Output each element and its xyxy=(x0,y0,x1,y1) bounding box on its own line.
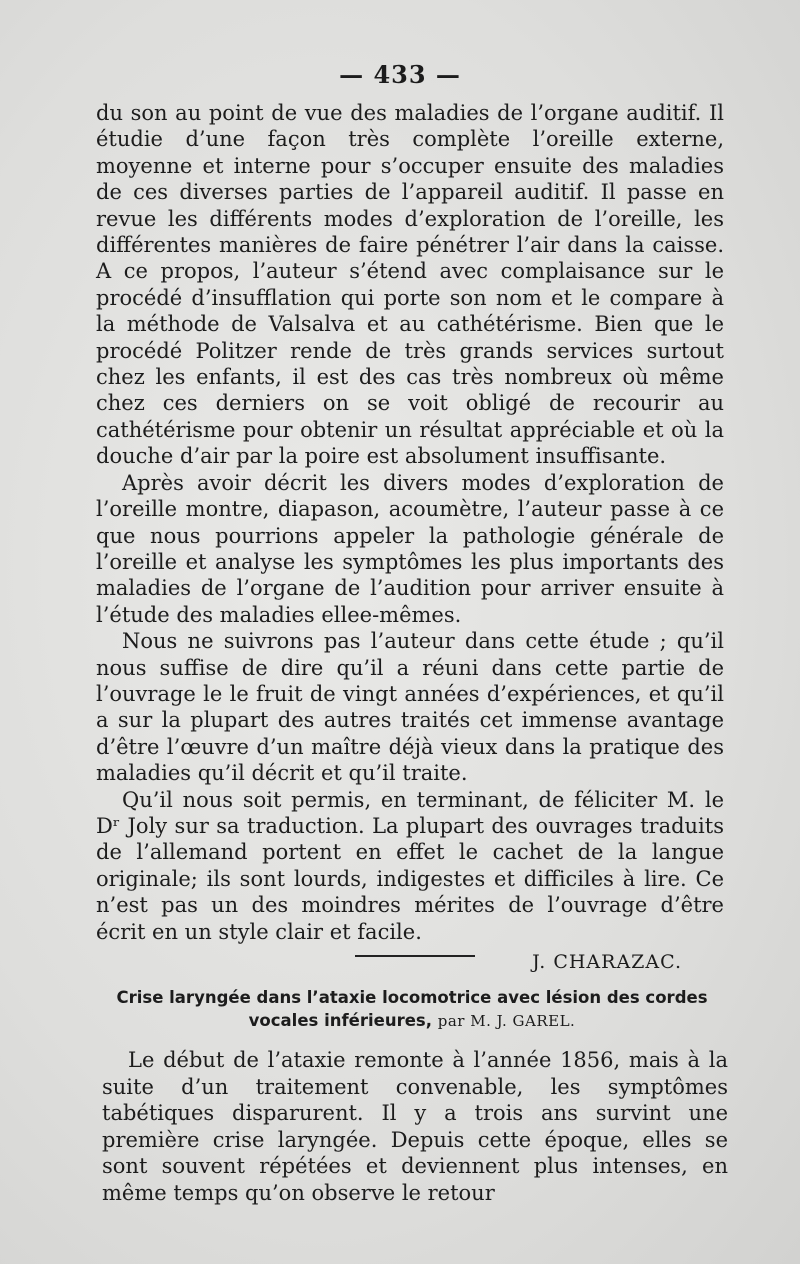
page-number: — 433 — xyxy=(339,60,461,89)
paragraph-3: Nous ne suivrons pas l’auteur dans cette étude ; qu’il nous suffise de dire qu’il a réuni dans cette partie de l’ouvrage le le fruit de vingt années d’expériences, et qu’il a sur la plupart des autres traités cet immense avantage d’être l’œuvre d’un maître déjà vieux dans la pratique des maladies qu’il décrit et qu’il traite. xyxy=(96,629,724,786)
article-paragraph: Le début de l’ataxie remonte à l’année 1856, mais à la suite d’un traitement convenable, les symptômes tabétiques disparurent. Il y a trois ans survint une première crise laryngée. Depuis cette époque, elles se sont souvent répétées et deviennent plus intenses, en même temps qu’on observe le retour xyxy=(102,1048,728,1205)
article-body xyxy=(102,1047,728,1207)
article-author: par M. J. GAREL. xyxy=(437,1012,576,1030)
paragraph-1: du son au point de vue des maladies de l’organe auditif. Il étudie d’une façon très complète l’oreille externe, moyenne et interne pour s’occuper ensuite des maladies de ces diverses parties de l’appareil auditif. Il passe en revue les différents modes d’exploration de l’oreille, les différentes manières de faire pénétrer l’air dans la caisse. A ce propos, l’auteur s’étend avec complaisance sur le procédé d’insufflation qui porte son nom et le compare à la méthode de Valsalva et au cathétérisme. Bien que le procédé Politzer rende de très grands services surtout chez les enfants, il est des cas très nombreux où même chez ces derniers on se voit obligé de recourir au cathétérisme pour obtenir un résultat appréciable et où la douche d’air par la poire est absolument insuffisante. xyxy=(96,101,724,469)
article-title: Crise laryngée dans l’ataxie locomotrice avec lésion des cordes vocales inférieures, xyxy=(116,988,708,1030)
article-heading xyxy=(96,986,728,1033)
section-divider xyxy=(355,955,475,957)
paragraph-2: Après avoir décrit les divers modes d’exploration de l’oreille montre, diapason, acoumètre, l’auteur passe à ce que nous pourrions appeler la pathologie générale de l’oreille et analyse les symptômes les plus importants des maladies de l’organe de l’audition pour arriver ensuite à l’étude des maladies ellee-mêmes. xyxy=(96,470,724,627)
signature: J. CHARAZAC. xyxy=(532,951,682,973)
review-body xyxy=(96,100,724,975)
paragraph-4: Qu’il nous soit permis, en terminant, de féliciter M. le Dʳ Joly sur sa traduction. La plupart des ouvrages traduits de l’allemand portent en effet le cachet de la langue originale; ils sont lourds, indigestes et difficiles à lire. Ce n’est pas un des moindres mérites de l’ouvrage d’être écrit en un style clair et facile. xyxy=(96,787,724,944)
